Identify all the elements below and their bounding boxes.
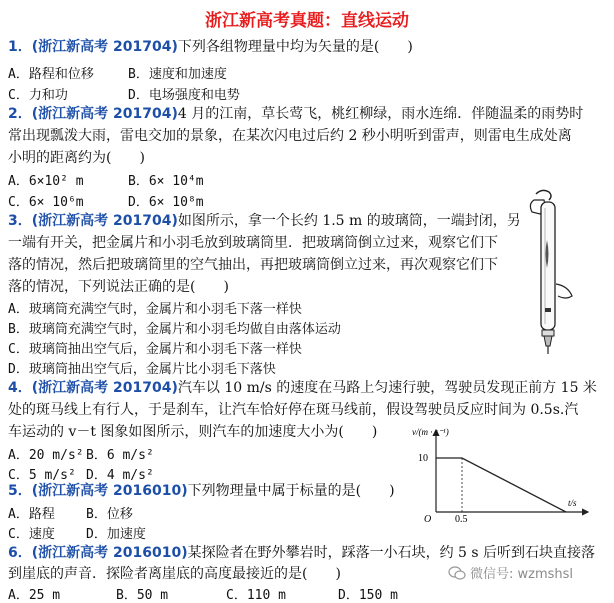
- q5-text: 下列物理量中属于标量的是( ): [187, 483, 395, 499]
- q1-option-c[interactable]: C．力和功: [8, 88, 68, 103]
- q6-text1: 某探险者在野外攀岩时，踩落一小石块，约 5 s 后听到石块直接落: [187, 545, 596, 561]
- q6-option-b[interactable]: B．50 m: [116, 588, 169, 603]
- q3-line3: 落的情况，然后把玻璃筒里的空气抽出，再把玻璃筒倒立过来，再次观察它们下: [8, 257, 498, 273]
- valve-switch-icon: [544, 336, 552, 346]
- q3-line1: [8, 210, 521, 232]
- q1-option-b[interactable]: B．速度和加速度: [128, 67, 227, 82]
- x-tick-label: 0.5: [455, 514, 468, 524]
- q1-text: 下列各组物理量中均为矢量的是( ): [177, 39, 413, 55]
- q6-option-d[interactable]: D．150 m: [338, 588, 398, 603]
- q3-text1: 如图所示，拿一个长约 1.5 m 的玻璃筒，一端封闭，另: [177, 213, 521, 229]
- q3-source: (浙江新高考 201704): [31, 213, 178, 229]
- q4-line1: [8, 377, 597, 399]
- q3-number: 3．: [8, 213, 32, 229]
- q4-line2: 处的斑马线上有行人，于是刹车，让汽车恰好停在斑马线前，假设驾驶员反应时间为 0.5s.汽: [8, 402, 579, 418]
- q3-option-c[interactable]: C．玻璃筒抽出空气后，金属片和小羽毛下落一样快: [8, 342, 302, 357]
- q6-option-a[interactable]: A．25 m: [8, 588, 61, 603]
- q4-option-a[interactable]: A．20 m/s²: [8, 448, 84, 463]
- q3-line2: 一端有开关，把金属片和小羽毛放到玻璃筒里．把玻璃筒倒立过来，观察它们下: [8, 235, 498, 251]
- q5-option-d[interactable]: D．加速度: [86, 527, 146, 542]
- q5-stem: [8, 480, 395, 502]
- y-axis-label: v/(m · s⁻¹): [412, 427, 449, 437]
- q2-option-d[interactable]: D．6× 10⁸m: [128, 195, 204, 210]
- q2-number: 2．: [8, 106, 32, 122]
- q1-options-row2: [8, 84, 240, 103]
- q2-option-a[interactable]: A．6×10² m: [8, 174, 84, 189]
- q6-number: 6．: [8, 545, 32, 561]
- q4-line3: 车运动的 v－t 图象如图所示，则汽车的加速度大小为( ): [8, 424, 378, 440]
- q3-option-a[interactable]: A．玻璃筒充满空气时，金属片和小羽毛下落一样快: [8, 302, 302, 317]
- q2-line3: 小明的距离约为( ): [8, 150, 145, 166]
- x-axis-label: t/s: [568, 498, 577, 508]
- glass-tube-illustration: [522, 188, 578, 358]
- q1-option-d[interactable]: D．电场强度和电势: [128, 88, 240, 103]
- q4-source: (浙江新高考 201704): [31, 380, 178, 396]
- q1-options-row1: [8, 63, 227, 82]
- q6-option-c[interactable]: C．110 m: [226, 588, 286, 603]
- q2-options-row1: [8, 170, 204, 189]
- velocity-series-line: [436, 458, 566, 512]
- q6-line2: 到崖底的声音．探险者离崖底的高度最接近的是( ): [8, 566, 341, 582]
- q5-option-a[interactable]: A．路程: [8, 507, 55, 522]
- q3-option-d[interactable]: D．玻璃筒抽出空气后，金属片比小羽毛下落快: [8, 362, 276, 377]
- q1-stem: [8, 36, 413, 58]
- y-tick-label: 10: [418, 453, 428, 464]
- vt-graph: [412, 424, 592, 524]
- q4-options-row1: [8, 444, 154, 463]
- q6-options-row: [8, 584, 398, 603]
- page-title: 浙江新高考真题：直线运动: [205, 11, 409, 31]
- origin-label: O: [424, 514, 432, 524]
- q4-option-d[interactable]: D．4 m/s²: [86, 468, 154, 483]
- q5-number: 5．: [8, 483, 32, 499]
- hand-top-icon: [536, 190, 551, 200]
- q4-text1: 汽车以 10 m/s 的速度在马路上匀速行驶，驾驶员发现正前方 15 米: [177, 380, 597, 396]
- q5-options-row1: [8, 503, 133, 522]
- q2-line1: [8, 103, 583, 125]
- wechat-icon: [448, 565, 466, 581]
- wechat-watermark: [448, 563, 573, 582]
- metal-piece-icon: [545, 308, 551, 312]
- q4-option-c[interactable]: C．5 m/s²: [8, 468, 76, 483]
- q6-line1: [8, 542, 595, 564]
- q2-source: (浙江新高考 201704): [31, 106, 178, 122]
- q2-option-b[interactable]: B．6× 10⁴m: [128, 174, 204, 189]
- q2-options-row2: [8, 191, 204, 210]
- hand-bottom-icon: [556, 284, 572, 298]
- q3-line4: 落的情况，下列说法正确的是( ): [8, 279, 229, 295]
- tube-valve: [542, 330, 554, 336]
- q1-source: (浙江新高考 201704): [31, 39, 178, 55]
- q1-option-a[interactable]: A．路程和位移: [8, 67, 94, 82]
- q5-option-b[interactable]: B．位移: [86, 507, 133, 522]
- q6-source: (浙江新高考 2016010): [31, 545, 188, 561]
- watermark-text: 微信号: wzmshsl: [470, 567, 574, 582]
- q5-options-row2: [8, 523, 146, 542]
- q4-option-b[interactable]: B．6 m/s²: [86, 448, 154, 463]
- q4-number: 4．: [8, 380, 32, 396]
- q5-source: (浙江新高考 2016010): [31, 483, 188, 499]
- q2-line2: 常出现瓢泼大雨，雷电交加的景象，在某次闪电过后约 2 秒小明听到雷声，则雷电生成处离: [8, 128, 572, 144]
- q5-option-c[interactable]: C．速度: [8, 527, 55, 542]
- q2-text1: 4 月的江南，草长莺飞，桃红柳绿，雨水连绵．伴随温柔的雨势时: [177, 106, 584, 122]
- q3-option-b[interactable]: B．玻璃筒充满空气时，金属片和小羽毛均做自由落体运动: [8, 322, 341, 337]
- q1-number: 1．: [8, 39, 32, 55]
- q2-option-c[interactable]: C．6× 10⁶m: [8, 195, 84, 210]
